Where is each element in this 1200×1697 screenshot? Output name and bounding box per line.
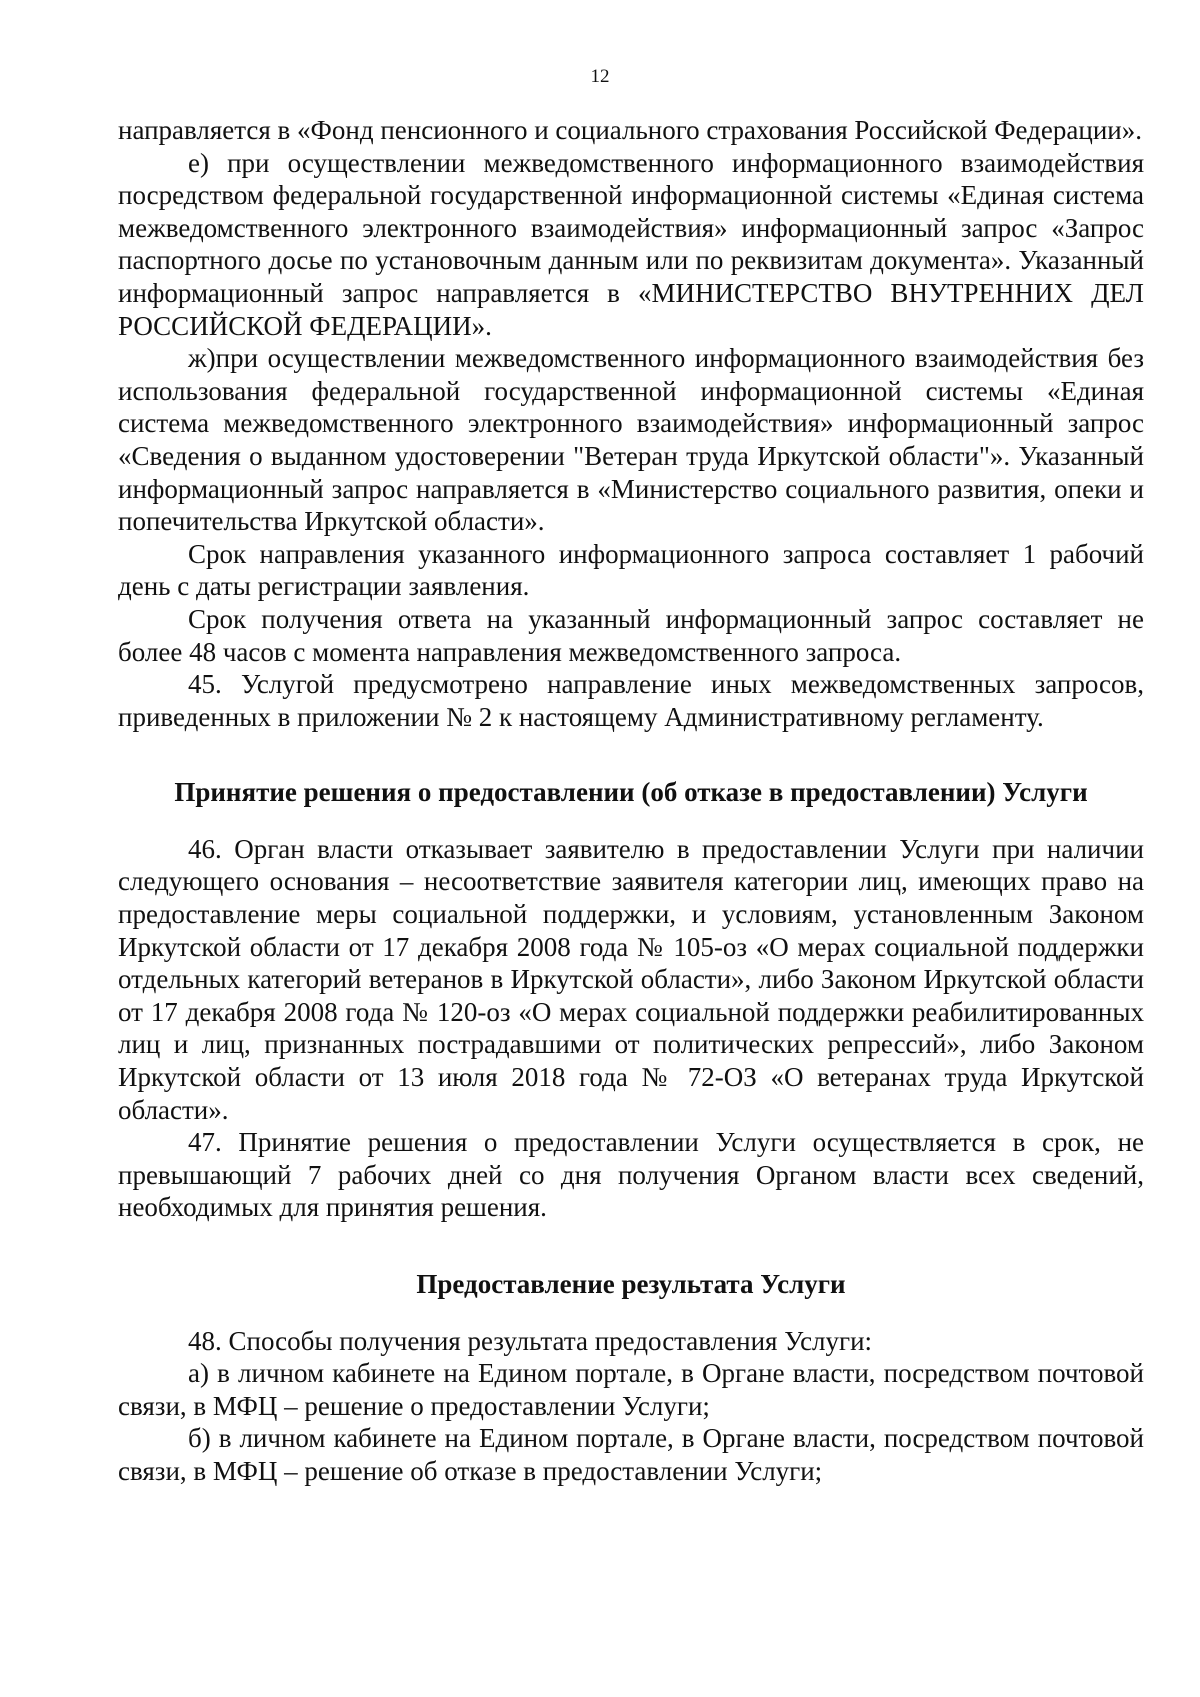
paragraph-46: 46. Орган власти отказывает заявителю в предоставлении Услуги при наличии следующего основания – несоответствие заявителя категории лиц, имеющих право на предоставление меры социальной поддержки, и условиям, установленным Законом Иркутской области от 17 декабря 2008 года № 105-оз «О мерах социальной поддержки отдельных категорий ветеранов в Иркутской области», либо Законом Иркутской области от 17 декабря 2008 года № 120-оз «О мерах социальной поддержки реабилитированных лиц и лиц, признанных пострадавшими от политических репрессий», либо Законом Иркутской области от 13 июля 2018 года № 72-ОЗ «О ветеранах труда Иркутской области».	[118, 833, 1144, 1125]
paragraph: направляется в «Фонд пенсионного и социального страхования Российской Федерации».	[118, 115, 1142, 145]
paragraph-48: 48. Способы получения результата предоставления Услуги:	[188, 1325, 873, 1356]
paragraph-request-deadline: Срок направления указанного информационного запроса составляет 1 рабочий день с даты регистрации заявления.	[118, 538, 1144, 602]
paragraph-response-deadline: Срок получения ответа на указанный информационный запрос составляет не более 48 часов с момента направления межведомственного запроса.	[118, 603, 1144, 667]
section-heading-decision: Принятие решения о предоставлении (об отказе в предоставлении) Услуги	[174, 777, 1088, 808]
paragraph-47: 47. Принятие решения о предоставлении Услуги осуществляется в срок, не превышающий 7 рабочих дней со дня получения Органом власти всех сведений, необходимых для принятия решения.	[118, 1127, 1144, 1223]
paragraph-item-e: е) при осуществлении межведомственного информационного взаимодействия посредством федеральной государственной информационной системы «Единая система межведомственного электронного взаимодействия» информационный запрос «Запрос паспортного досье по установочным данным или по реквизитам документа». Указанный информационный запрос направляется в «МИНИСТЕРСТВО ВНУТРЕННИХ ДЕЛ РОССИЙСКОЙ ФЕДЕРАЦИИ».	[118, 147, 1144, 341]
page-number: 12	[590, 66, 610, 87]
paragraph-48-a: а) в личном кабинете на Едином портале, в Органе власти, посредством почтовой связи, в МФЦ – решение о предоставлении Услуги;	[118, 1358, 1144, 1421]
paragraph-48-b: б) в личном кабинете на Едином портале, в Органе власти, посредством почтовой связи, в МФЦ – решение об отказе в предоставлении Услуги;	[118, 1423, 1144, 1486]
paragraph-item-zh: ж)при осуществлении межведомственного информационного взаимодействия без использования федеральной государственной информационной системы «Единая система межведомственного электронного взаимодействия» информационный запрос «Сведения о выданном удостоверении "Ветеран труда Иркутской области"». Указанный информационный запрос направляется в «Министерство социального развития, опеки и попечительства Иркутской области».	[118, 343, 1144, 537]
document-body	[118, 114, 1144, 1488]
paragraph-45: 45. Услугой предусмотрено направление иных межведомственных запросов, приведенных в приложении № 2 к настоящему Административному регламенту.	[118, 669, 1144, 732]
section-heading-result: Предоставление результата Услуги	[416, 1269, 846, 1299]
